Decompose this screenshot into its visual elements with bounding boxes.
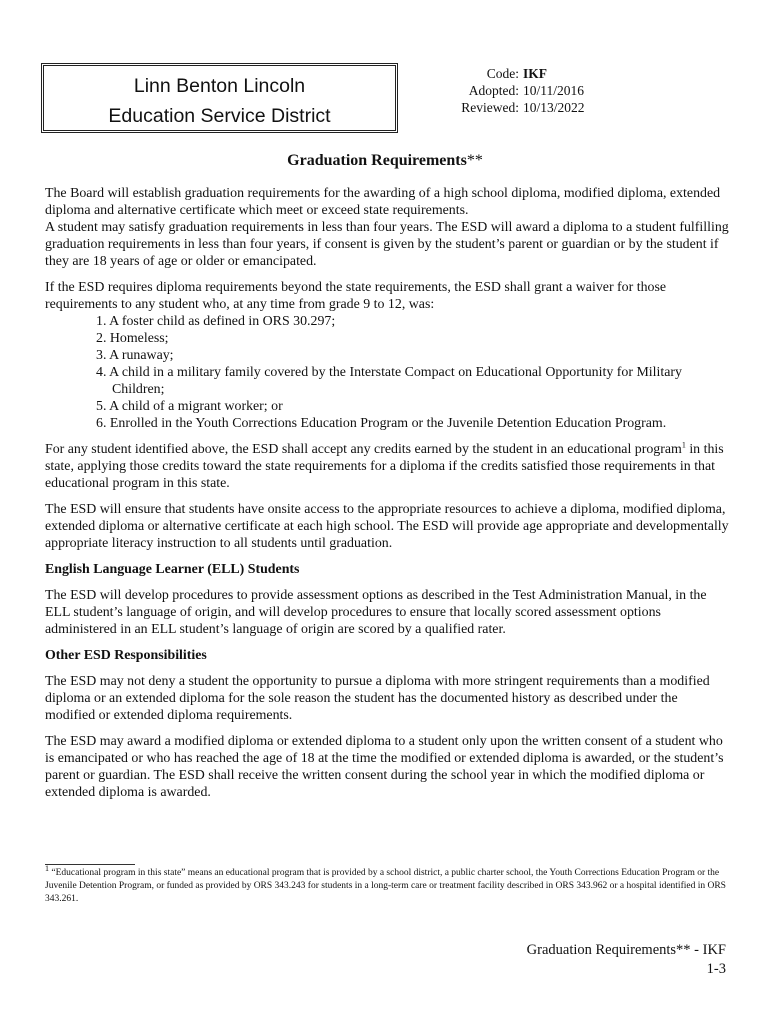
organization-box [41, 63, 398, 133]
list-item: 4. A child in a military family covered by the Interstate Compact on Educational Opportunity for Military Children; [96, 365, 682, 397]
list-item: 1. A foster child as defined in ORS 30.297; [96, 314, 336, 329]
paragraph-credits [45, 441, 730, 492]
paragraph-written-consent: The ESD may award a modified diploma or extended diploma to a student only upon the written consent of a student who is emancipated or who has reached the age of 18 at the time the modified or extended diploma is awarded, or the student’s parent or guardian. The ESD shall receive the written consent during the school year in which the modified diploma or extended diploma is awarded. [45, 734, 724, 800]
reviewed-date: 10/13/2022 [523, 100, 585, 115]
policy-metadata [420, 65, 600, 116]
list-item: 3. A runaway; [96, 348, 174, 363]
list-item: 5. A child of a migrant worker; or [96, 399, 283, 414]
reviewed-label: Reviewed: [461, 100, 519, 115]
document-title [0, 151, 770, 171]
adopted-label: Adopted: [468, 83, 519, 98]
reviewed-row [420, 99, 600, 116]
page-footer [527, 941, 726, 979]
footnote [45, 863, 730, 906]
paragraph-onsite-access: The ESD will ensure that students have onsite access to the appropriate resources to achieve a diploma, modified diploma, extended diploma or alternative certificate at each high school. The ESD will provide age appropriate and developmentally appropriate literacy instruction to all students until graduation. [45, 502, 729, 551]
footnote-text: “Educational program in this state” means an educational program that is provided by a school district, a public charter school, the Youth Corrections Education Program or the Juvenile Detention Program, or funded as provided by ORS 343.243 for students in a long-term care or treatment facility described in ORS 343.962 or a hospital identified in ORS 343.261. [45, 868, 726, 904]
footnote-reference: 1 [681, 440, 686, 450]
adopted-date: 10/11/2016 [523, 83, 585, 98]
document-title-text: Graduation Requirements [287, 152, 467, 169]
adopted-row [420, 82, 600, 99]
page-number: 1-3 [706, 961, 726, 977]
heading-ell-students: English Language Learner (ELL) Students [45, 562, 300, 577]
footer-title: Graduation Requirements** - IKF [526, 942, 726, 958]
code-value: IKF [523, 66, 548, 81]
document-title-stars: ** [466, 152, 483, 169]
code-label: Code: [486, 66, 519, 81]
footnote-marker: 1 [45, 863, 49, 873]
list-item: 2. Homeless; [96, 331, 169, 346]
code-row [420, 65, 600, 82]
paragraph-stringent-requirements: The ESD may not deny a student the opportunity to pursue a diploma with more stringent requirements than a modified diploma or an extended diploma for the sole reason the student has the documented history as described under the modified or extended diploma requirements. [45, 674, 710, 723]
paragraph-credits-part-1: For any student identified above, the ESD shall accept any credits earned by the student in an educational program [45, 442, 682, 457]
paragraph-early-graduation: A student may satisfy graduation requirements in less than four years. The ESD will award a diploma to a student fulfilling graduation requirements in less than four years, if consent is given by the student’s parent or guardian or by the student if they are 18 years of age or older or emancipated. [45, 220, 729, 269]
document-body [45, 185, 730, 801]
waiver-eligibility-list [96, 313, 730, 432]
organization-name-line-2: Education Service District [108, 105, 331, 127]
paragraph-board-requirements: The Board will establish graduation requirements for the awarding of a high school diploma, modified diploma, extended diploma and alternative certificate which meet or exceed state requirements. [45, 186, 721, 218]
paragraph-credits-part-2: in this state, applying those credits toward the state requirements for a diploma if the credits satisfied those requirements in that educational program in this state. [45, 442, 724, 491]
list-item: 6. Enrolled in the Youth Corrections Education Program or the Juvenile Detention Education Program. [96, 416, 667, 431]
heading-other-responsibilities: Other ESD Responsibilities [45, 648, 207, 663]
paragraph-waiver: If the ESD requires diploma requirements beyond the state requirements, the ESD shall grant a waiver for those requirements to any student who, at any time from grade 9 to 12, was: [45, 280, 667, 312]
organization-name-line-1: Linn Benton Lincoln [133, 75, 306, 97]
paragraph-ell-assessment: The ESD will develop procedures to provide assessment options as described in the Test Administration Manual, in the ELL student’s language of origin, and will develop procedures to ensure that locally scored assessment options administered in an ELL student’s language of origin are scored by a qualified rater. [45, 588, 707, 637]
footnote-divider [45, 864, 135, 865]
